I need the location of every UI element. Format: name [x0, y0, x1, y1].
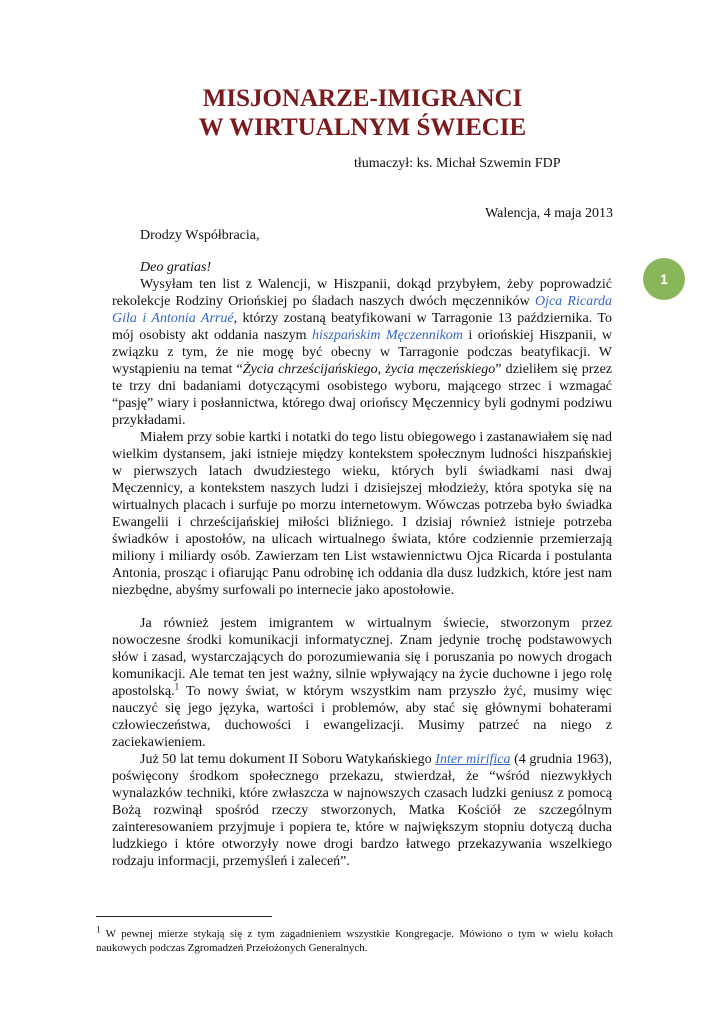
footnote	[96, 924, 613, 955]
paragraph-2: Miałem przy sobie kartki i notatki do tego listu obiegowego i zastanawiałem się nad wielkim dystansem, jaki istnieje między kontekstem społecznym ludności hiszpańskiej w pierwszych latach dwudziestego wieku, których byli świadkami nasi dwaj Męczennicy, a kontekstem naszych ludzi i dzisiejszej młodzieży, która spotyka się na wirtualnych placach i surfuje po morzu internetowym. Wówczas potrzeba było świadka Ewangelii i chrześcijańskiej miłości bliźniego. I dzisiaj również istnieje potrzeba świadków i apostołów, na ulicach wirtualnego świata, które codziennie przemierzają miliony i miliardy osób. Zawierzam ten List wstawiennictwu Ojca Ricarda i postulanta Antonia, prosząc i ofiarując Panu odrobinę ich oddania dla dusz ludzkich, które jest nam niezbędne, abyśmy surfowali po internecie jako apostołowie.	[112, 430, 612, 598]
page-number: 1	[660, 271, 668, 287]
footnote-mark: 1	[96, 924, 101, 935]
lecture-title: Życia chrześcijańskiego, życia męczeńskiego	[242, 362, 496, 377]
deo-gratias: Deo gratias!	[140, 260, 212, 275]
title-line-2: W WIRTUALNYM ŚWIECIE	[198, 114, 527, 141]
inter-mirifica-link[interactable]: Inter mirifica	[435, 752, 511, 767]
title-line-1: MISJONARZE-IMIGRANCI	[202, 85, 523, 112]
footnote-separator	[96, 916, 272, 917]
translator-credit: tłumaczył: ks. Michał Szwemin FDP	[354, 156, 561, 171]
salutation: Drodzy Współbracia,	[140, 228, 260, 243]
footnote-reference[interactable]: 1	[174, 681, 180, 692]
document-title	[0, 84, 725, 142]
spanish-martyrs-link[interactable]: hiszpańskim Męczennikom	[312, 328, 463, 343]
letter-body	[112, 259, 612, 870]
page-number-badge	[643, 258, 685, 300]
paragraph-3: Ja również jestem imigrantem w wirtualnym świecie, stworzonym przez nowoczesne środki komunikacji informatycznej. Znam jedynie trochę podstawowych słów i zasad, wystarczających do porozumiewania się i poruszania po nowych drogach komunikacji. Ale temat ten jest ważny, silnie wpływający na życie duchowne i jego rolę apostolską.$^1$ To nowy świat, w którym wszystkim nam przyszło żyć, musimy więc nauczyć się jego języka, wartości i problemów, aby stać się głównymi bohaterami człowieczeństwa, duchowości i ewangelizacji. Musimy patrzeć na niego z zaciekawieniem.	[112, 616, 612, 750]
paragraph-1: Wysyłam ten list z Walencji, w Hiszpanii, dokąd przybyłem, żeby poprowadzić rekolekcje Rodziny Oriońskiej po śladach naszych dwóch męczenników Ojca Ricarda Gila i Antonia Arrué, którzy zostaną beatyfikowani w Tarragonie 13 października. To mój osobisty akt oddania naszym hiszpańskim Męczennikom i oriońskiej Hiszpanii, w związku z tym, że nie mogę być obecny w Tarragonie podczas beatyfikacji. W wystąpieniu na temat “Życia chrześcijańskiego, życia męczeńskiego” dzieliłem się przez te trzy dni badaniami dotyczącymi osobistego wyboru, mającego strzec i wzmagać “pasję” wiary i posłannictwa, którego dwaj oriońscy Męczennicy byli godnymi podziwu przykładami.	[112, 277, 612, 428]
dateline: Walencja, 4 maja 2013	[485, 206, 613, 221]
martyrs-link[interactable]: Ojca Ricarda Gila i Antonia Arrué	[112, 294, 612, 326]
footnote-text: W pewnej mierze stykają się z tym zagadnieniem wszystkie Kongregacje. Mówiono o tym w wielu kołach naukowych podczas Zgromadzeń Przełożonych Generalnych.	[96, 928, 613, 954]
paragraph-4: Już 50 lat temu dokument II Soboru Watykańskiego Inter mirifica (4 grudnia 1963), poświęcony środkom społecznego przekazu, stwierdzał, że “wśród niezwykłych wynalazków techniki, które zwłaszcza w najnowszych czasach ludzki geniusz z pomocą Bożą rozwinął spośród rzeczy stworzonych, Matka Kościół ze szczególnym zainteresowaniem przyjmuje i popiera te, które w największym stopniu dotyczą ducha ludzkiego i które otworzyły nowe drogi bardzo łatwego przekazywania wszelkiego rodzaju informacji, przemyśleń i zaleceń”.	[112, 752, 613, 869]
